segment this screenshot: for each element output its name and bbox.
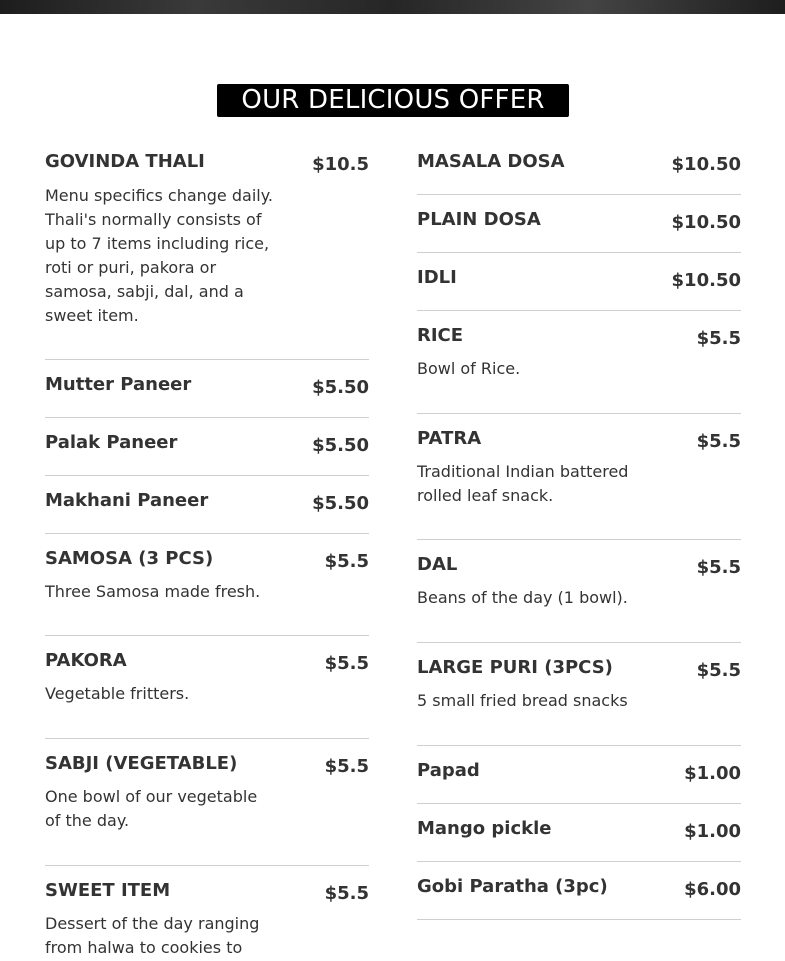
item-price: $5.5 [696,328,741,349]
item-price: $1.00 [684,821,741,842]
item-description: Bowl of Rice. [417,359,521,378]
menu-item-makhani-paneer [45,476,369,534]
item-price: $10.50 [671,212,741,233]
item-description: Three Samosa made fresh. [45,582,261,601]
item-price: $5.50 [312,493,369,514]
item-price: $5.5 [324,883,369,904]
item-price: $1.00 [684,763,741,784]
item-description: Beans of the day (1 bowl). [417,588,628,607]
menu-column-right [417,150,741,920]
item-price: $5.5 [324,756,369,777]
menu-item-large-puri [417,643,741,746]
menu-item-dal [417,540,741,643]
item-price: $5.50 [312,435,369,456]
menu-item-pakora [45,636,369,739]
item-name: MASALA DOSA [417,151,565,172]
item-name: Makhani Paneer [45,490,209,511]
menu-item-patra [417,414,741,540]
item-price: $6.00 [684,879,741,900]
section-heading-wrap [0,84,785,117]
item-name: LARGE PURI (3PCS) [417,657,613,678]
item-price: $10.50 [671,270,741,291]
menu-item-plain-dosa [417,195,741,253]
item-price: $5.5 [324,551,369,572]
menu-item-govinda-thali [45,150,369,360]
item-name: Papad [417,760,480,781]
item-name: IDLI [417,267,457,288]
item-name: Mutter Paneer [45,374,192,395]
item-price: $5.5 [696,660,741,681]
item-description: Traditional Indian battered rolled leaf snack. [417,462,629,505]
item-name: DAL [417,554,458,575]
item-description: 5 small fried bread snacks [417,691,628,710]
item-price: $5.5 [324,653,369,674]
top-banner-image [0,0,785,14]
item-name: PAKORA [45,650,127,671]
menu-item-papad [417,746,741,804]
item-price: $5.5 [696,557,741,578]
item-description: One bowl of our vegetable of the day. [45,787,258,830]
item-description: Vegetable fritters. [45,684,190,703]
menu-item-gobi-paratha [417,862,741,920]
menu-item-samosa [45,534,369,636]
item-name: RICE [417,325,464,346]
menu-item-idli [417,253,741,311]
item-name: Palak Paneer [45,432,178,453]
item-name: SWEET ITEM [45,880,171,901]
menu-item-sweet-item [45,866,369,961]
item-name: SAMOSA (3 PCS) [45,548,214,569]
menu-item-palak-paneer [45,418,369,476]
item-name: Mango pickle [417,818,552,839]
menu-item-masala-dosa [417,150,741,195]
section-heading: OUR DELICIOUS OFFER [217,84,569,117]
item-name: GOVINDA THALI [45,151,205,172]
item-price: $5.5 [696,431,741,452]
item-price: $10.5 [312,154,369,175]
menu-item-mango-pickle [417,804,741,862]
item-price: $5.50 [312,377,369,398]
item-name: PATRA [417,428,482,449]
menu-item-rice [417,311,741,414]
item-description: Dessert of the day ranging from halwa to cookies to [45,914,260,957]
item-description: Menu specifics change daily. Thali's normally consists of up to 7 items including rice, roti or puri, pakora or samosa, sabji, dal, and a sweet item. [45,186,273,325]
menu-item-mutter-paneer [45,360,369,418]
item-name: Gobi Paratha (3pc) [417,876,608,897]
item-price: $10.50 [671,154,741,175]
item-name: SABJI (VEGETABLE) [45,753,238,774]
item-name: PLAIN DOSA [417,209,541,230]
menu-column-left [45,150,369,961]
menu-item-sabji [45,739,369,866]
